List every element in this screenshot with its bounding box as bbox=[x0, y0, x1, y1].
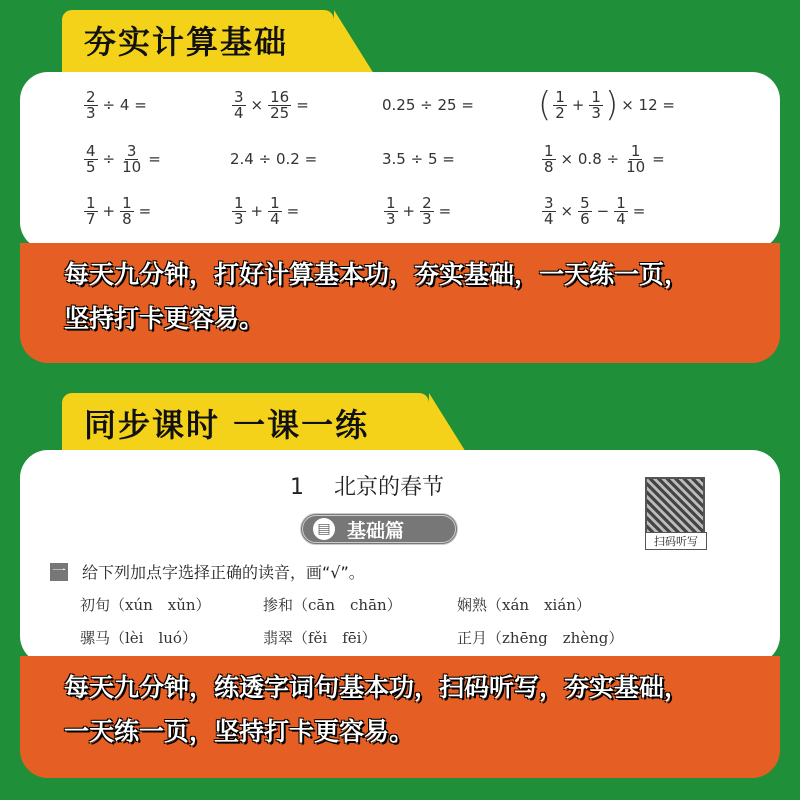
pinyin-choice[interactable]: 骡马（lèi luó） bbox=[80, 629, 197, 647]
math-problem: $\frac{1}{8}$ × 0.8 ÷ $\frac{1}{10}$ = bbox=[544, 141, 665, 176]
math-problem: $\frac{1}{3}$ + $\frac{2}{3}$ = bbox=[386, 193, 452, 228]
pinyin-choice[interactable]: 娴熟（xán xián） bbox=[457, 596, 591, 614]
qr-label: 扫码听写 bbox=[645, 532, 707, 550]
math-problem: 0.25 ÷ 25 = bbox=[382, 96, 474, 114]
banner-line: 一天练一页，坚持打卡更容易。 bbox=[64, 717, 415, 746]
pinyin-choice[interactable]: 掺和（cān chān） bbox=[263, 596, 402, 614]
math-problem: $\frac{3}{4}$ × $\frac{16}{25}$ = bbox=[234, 87, 309, 122]
math-problem: 2.4 ÷ 0.2 = bbox=[230, 150, 318, 168]
math-problem: $\frac{3}{4}$ × $\frac{5}{6}$ − $\frac{1}{4}$ = bbox=[544, 193, 646, 228]
math-problem: $\frac{4}{5}$ ÷ $\frac{3}{10}$ = bbox=[86, 141, 161, 176]
lesson-title: 1 北京的春节 bbox=[290, 475, 445, 500]
banner-line: 每天九分钟，练透字词句基本功，扫码听写，夯实基础， bbox=[64, 673, 690, 702]
instruction: 一 给下列加点字选择正确的读音，画“√”。 bbox=[52, 563, 365, 582]
pinyin-choice[interactable]: 初旬（xún xǔn） bbox=[80, 596, 211, 614]
section-tab-calculation: 夯实计算基础 bbox=[62, 10, 334, 74]
banner-line: 坚持打卡更容易。 bbox=[64, 304, 265, 333]
book-icon: ▤ bbox=[313, 518, 335, 540]
math-card bbox=[20, 72, 780, 250]
math-problem: 3.5 ÷ 5 = bbox=[382, 150, 455, 168]
math-problem: $\frac{1}{7}$ + $\frac{1}{8}$ = bbox=[86, 193, 152, 228]
promo-banner-lesson bbox=[20, 656, 780, 778]
banner-line: 每天九分钟，打好计算基本功，夯实基础，一天练一页， bbox=[64, 260, 690, 289]
basics-badge: ▤ 基础篇 bbox=[300, 513, 458, 545]
section-tab-lesson: 同步课时 一课一练 bbox=[62, 393, 429, 457]
promo-banner-calculation bbox=[20, 243, 780, 363]
pinyin-choice[interactable]: 翡翠（fěi fēi） bbox=[263, 629, 377, 647]
question-number: 一 bbox=[52, 563, 66, 580]
math-problem: ( $\frac{1}{2}$ + $\frac{1}{3}$ ) × 12 = bbox=[538, 85, 675, 125]
qr-code-icon[interactable] bbox=[645, 477, 705, 539]
math-problem: $\frac{2}{3}$ ÷ 4 = bbox=[86, 87, 147, 122]
pinyin-choice[interactable]: 正月（zhēng zhèng） bbox=[457, 629, 624, 647]
math-problem: $\frac{1}{3}$ + $\frac{1}{4}$ = bbox=[234, 193, 300, 228]
